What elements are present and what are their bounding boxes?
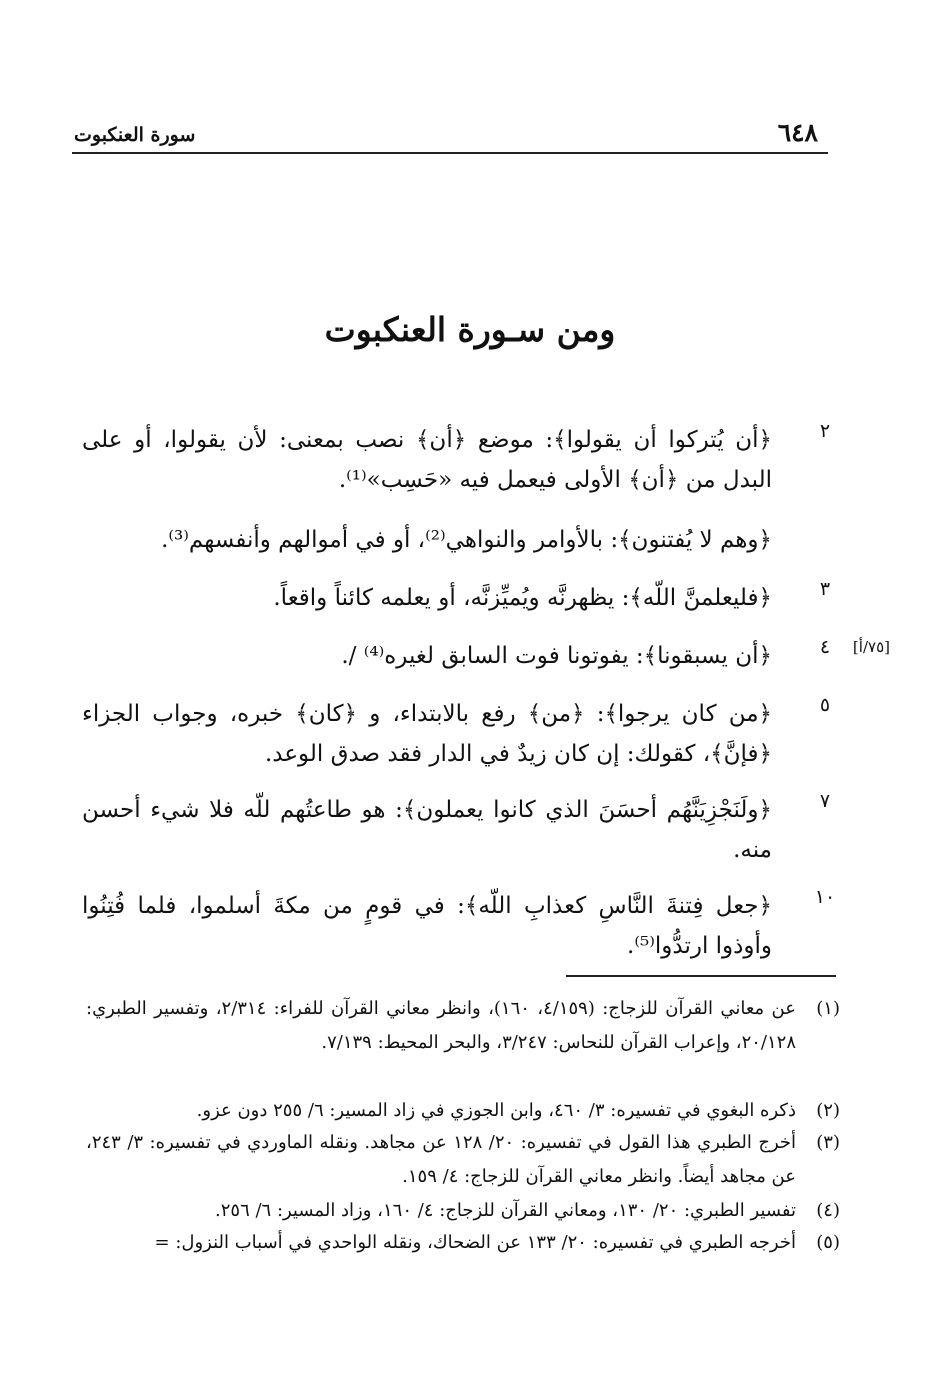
verse-number: ٢ (819, 420, 831, 442)
manuscript-folio-ref: [٧٥/أ] (852, 638, 890, 656)
footnote-text: أخرج الطبري هذا القول في تفسيره: ٢٠/ ١٢٨ عن مجاهد. ونقله الماوردي في تفسيره: ٣/ ٢٤٣، عن مجاهد أيضاً. وانظر معاني القرآن للزجاج: ٤/ ١٥٩. (86, 1132, 796, 1187)
footnote-number: (٣) (816, 1132, 840, 1153)
footnote-number: (١) (816, 998, 840, 1019)
entry-text: ﴿ولَنَجْزِيَنَّهُم أحسَنَ الذي كانوا يعملون﴾: هو طاعتُهم للّه فلا شيء أحسن منه. (82, 797, 772, 863)
sura-title: ومن سـورة العنكبوت (324, 310, 616, 349)
footnote-number: (٢) (816, 1100, 840, 1121)
verse-number: ٣ (819, 578, 831, 600)
footnote-divider (566, 975, 836, 977)
entry-text: ﴿أن يُتركوا أن يقولوا﴾: موضع ﴿أن﴾ نصب بمعنى: لأن يقولوا، أو على البدل من ﴿أن﴾ الأولى فيعمل فيه «حَسِب»⁽¹⁾. (82, 427, 772, 493)
footnote-text: أخرجه الطبري في تفسيره: ٢٠/ ١٣٣ عن الضحاك، ونقله الواحدي في أسباب النزول: = (154, 1232, 796, 1253)
entry-text: ﴿وهم لا يُفتنون﴾: بالأوامر والنواهي⁽²⁾، أو في أموالهم وأنفسهم⁽³⁾. (161, 527, 772, 553)
running-title: سورة العنكبوت (74, 124, 196, 146)
footnote-text: عن معاني القرآن للزجاج: (٤/١٥٩، ١٦٠)، وانظر معاني القرآن للفراء: ٢/٣١٤، وتفسير الطبري: ٢٠/١٢٨، وإعراب القرآن للنحاس: ٣/٢٤٧، والبحر المحيط: ٧/١٣٩. (86, 998, 796, 1053)
footnote-number: (٥) (816, 1232, 840, 1253)
header-divider (72, 152, 828, 154)
footnote-number: (٤) (816, 1200, 840, 1221)
page-header (72, 118, 826, 150)
page-number: ٦٤٨ (777, 118, 818, 147)
verse-number: ١٠ (814, 886, 836, 908)
footnote-text: تفسير الطبري: ٢٠/ ١٣٠، ومعاني القرآن للزجاج: ٤/ ١٦٠، وزاد المسير: ٦/ ٢٥٦. (215, 1200, 796, 1221)
entry-text: ﴿أن يسبقونا﴾: يفوتونا فوت السابق لغيره⁽⁴⁾ /. (341, 643, 772, 669)
verse-number: ٤ (819, 636, 831, 658)
entry-text: ﴿جعل فِتنةَ النَّاسِ كعذابِ اللّه﴾: في قومٍ من مكةَ أسلموا، فلما فُتِنُوا وأوذوا ارتدُّوا⁽⁵⁾. (82, 893, 772, 959)
verse-number: ٧ (819, 790, 831, 812)
verse-number: ٥ (819, 694, 831, 716)
entry-text: ﴿فليعلمنَّ اللّه﴾: يظهرنَّه ويُميِّزنَّه، أو يعلمه كائناً واقعاً. (273, 585, 772, 611)
entry-text: ﴿من كان يرجوا﴾: ﴿من﴾ رفع بالابتداء، و ﴿كان﴾ خبره، وجواب الجزاء ﴿فإنَّ﴾، كقولك: إن كان زيدٌ في الدار فقد صدق الوعد. (82, 701, 772, 767)
footnote-text: ذكره البغوي في تفسيره: ٣/ ٤٦٠، وابن الجوزي في زاد المسير: ٦/ ٢٥٥ دون عزو. (196, 1100, 796, 1121)
